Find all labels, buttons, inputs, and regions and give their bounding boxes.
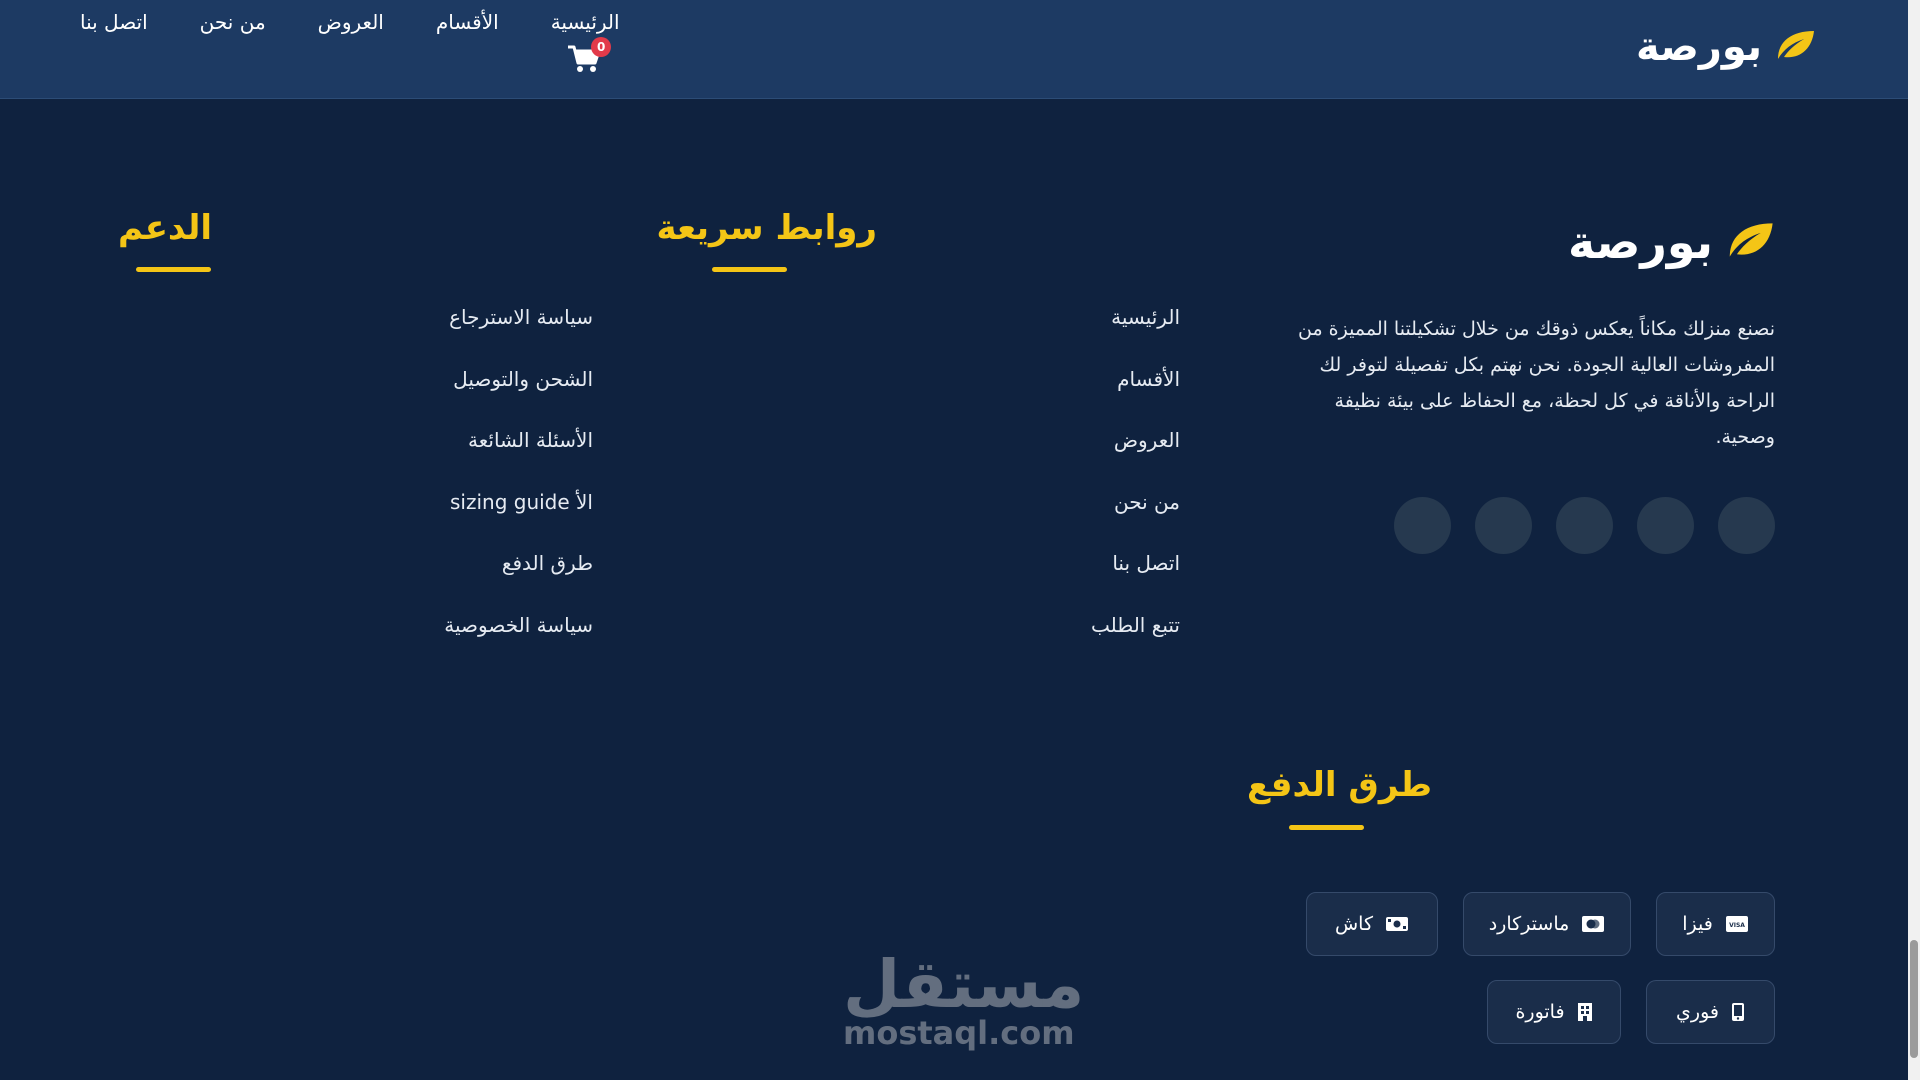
support-title: الدعم [118,208,212,248]
social-link[interactable] [1475,497,1532,554]
mobile-icon [1731,1002,1745,1022]
footer-logo[interactable] [1275,215,1775,269]
nav-contact[interactable]: اتصل بنا [80,10,148,34]
svg-text:VISA: VISA [1728,922,1745,929]
leaf-icon [1774,27,1816,67]
page-scrollbar[interactable] [1908,0,1920,1080]
cart-count-badge: 0 [591,37,611,57]
cash-icon [1385,915,1409,933]
about-description: نصنع منزلك مكاناً يعكس ذوقك من خلال تشكيلتنا المميزة من المفروشات العالية الجودة. نحن نهتم بكل تفصيلة لتوفر لك الراحة والأناقة في كل لحظة، مع الحفاظ على بيئة نظيفة وصحية. [1298,318,1775,448]
main-nav [80,10,620,76]
quick-link-home[interactable]: الرئيسية [1111,305,1180,329]
title-underline [136,267,211,272]
quick-links-title: روابط سريعة [656,208,877,248]
support-link-payment[interactable]: طرق الدفع [501,551,593,575]
pay-fawry-button[interactable] [1646,980,1775,1044]
nav-offers[interactable]: العروض [317,10,384,34]
quick-link-about[interactable]: من نحن [1114,489,1180,514]
nav-home-group [551,10,620,76]
nav-categories[interactable]: الأقسام [435,10,499,34]
building-icon [1577,1002,1593,1022]
pay-mastercard-button[interactable] [1463,892,1631,956]
pay-label: فوري [1676,1001,1719,1023]
support-link-privacy[interactable]: سياسة الخصوصية [444,612,593,637]
support-link-faq[interactable]: الأسئلة الشائعة [468,428,593,452]
mastercard-icon [1581,915,1605,933]
pay-cash-button[interactable] [1306,892,1438,956]
pay-label: كاش [1334,913,1374,935]
social-link[interactable] [1637,497,1694,554]
support-link-sizing[interactable]: الأ sizing guide [449,489,593,514]
top-header [0,0,1908,99]
title-underline [712,267,787,272]
quick-link-offers[interactable]: العروض [1113,428,1180,452]
social-link[interactable] [1394,497,1451,554]
visa-card-icon [1725,915,1749,933]
brand-name: بورصة [1635,24,1762,70]
about-column [1275,215,1775,554]
social-link[interactable] [1718,497,1775,554]
social-link[interactable] [1556,497,1613,554]
pay-label: فيزا [1682,913,1713,935]
scrollbar-thumb[interactable] [1910,940,1918,1058]
pay-visa-button[interactable] [1656,892,1775,956]
title-underline [1289,825,1364,830]
leaf-icon [1725,218,1775,266]
support-link-shipping[interactable]: الشحن والتوصيل [453,366,593,391]
quick-link-contact[interactable]: اتصل بنا [1112,551,1180,575]
nav-home[interactable]: الرئيسية [550,10,620,34]
pay-invoice-button[interactable] [1487,980,1621,1044]
support-links-list [444,302,593,671]
pay-label: ماستركارد [1488,913,1570,935]
quick-link-categories[interactable]: الأقسام [1117,366,1180,391]
payment-title: طرق الدفع [1247,765,1432,805]
watermark-arabic: مستقل [843,946,1085,1023]
social-links [1275,497,1775,554]
header-logo[interactable] [1636,24,1816,70]
nav-about[interactable]: من نحن [199,10,266,34]
quick-link-track-order[interactable]: تتبع الطلب [1091,612,1180,637]
quick-links-list [1091,302,1180,671]
mostaql-watermark [843,946,1085,1052]
brand-name: بورصة [1568,215,1713,269]
watermark-english: mostaql.com [843,1014,1075,1052]
pay-label: فاتورة [1515,1001,1565,1023]
support-link-returns[interactable]: سياسة الاسترجاع [449,305,593,329]
cart-button[interactable] [567,40,606,76]
cart-icon [567,59,601,78]
